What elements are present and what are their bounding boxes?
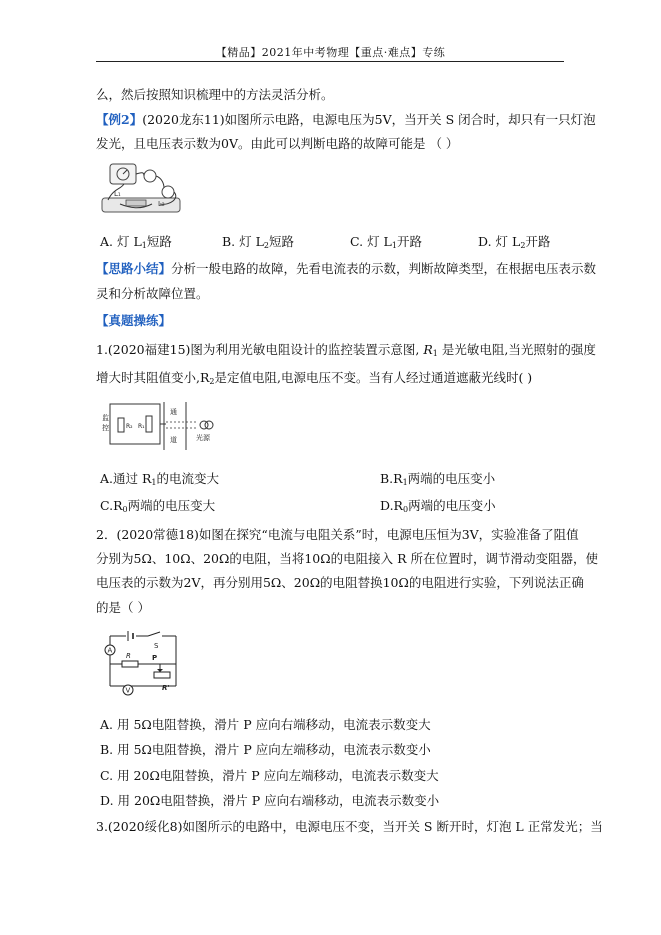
example-2-option-b: B. 灯 $L_2$短路 bbox=[222, 234, 295, 250]
question-2-option-b: B. 用 5Ω电阻替换，滑片 P 应向左端移动，电流表示数变小 bbox=[100, 742, 431, 757]
photoresistor-r1-icon bbox=[146, 416, 152, 432]
question-1-option-b: $B.R_1$两端的电压变小 bbox=[380, 471, 496, 487]
practice-heading: 【真题操练】 bbox=[96, 313, 172, 328]
question-1-line-2: 增大时其阻值变小$,R_2$是定值电阻,电源电压不变。当有人经过通道遮蔽光线时( ) bbox=[96, 370, 533, 386]
question-1-figure bbox=[100, 398, 225, 456]
bulb-2-label: L₂ bbox=[158, 200, 165, 208]
question-1-line-1: 1.(2020福建15)图为利用光敏电阻设计的监控装置示意图, $R_1$ 是光敏电阻,当光照射的强度 bbox=[96, 342, 596, 358]
page-header: 【精品】2021年中考物理【重点·难点】专练 bbox=[215, 46, 446, 59]
question-2-line-4: 的是（ ） bbox=[96, 600, 150, 615]
question-2-figure bbox=[100, 628, 186, 700]
example-2-line bbox=[96, 112, 596, 128]
question-2-line-1: 2．(2020常德18)如图在探究“电流与电阻关系”时，电源电压恒为3V，实验准备了阻值 bbox=[96, 527, 579, 542]
header-rule bbox=[96, 61, 564, 62]
rheostat-label: R' bbox=[162, 684, 170, 692]
question-2-option-a: A. 用 5Ω电阻替换，滑片 P 应向右端移动，电流表示数变大 bbox=[100, 717, 431, 732]
question-1-option-d: $D.R_0$两端的电压变小 bbox=[380, 498, 496, 514]
light-source-label: 光源 bbox=[196, 434, 210, 442]
question-2-line-3: 电压表的示数为2V，再分别用5Ω、20Ω的电阻替换10Ω的电阻进行实验，下列说法正确 bbox=[96, 575, 584, 590]
summary-tag: 【思路小结】 bbox=[96, 261, 172, 276]
example-2-line-2: 发光，且电压表示数为0V。由此可以判断电路的故障可能是 （ ） bbox=[96, 136, 459, 151]
voltmeter-label: V bbox=[125, 686, 131, 695]
monitor-label-1: 监 bbox=[102, 414, 109, 422]
summary-text: 分析一般电路的故障，先看电流表的示数，判断故障类型，在根据电压表示数 bbox=[171, 261, 597, 276]
question-2-option-d: D. 用 20Ω电阻替换，滑片 P 应向右端移动，电流表示数变小 bbox=[100, 793, 440, 808]
bulb-1-label: L₁ bbox=[114, 190, 121, 198]
channel-label-1: 通 bbox=[170, 408, 177, 416]
question-3-line-1: 3.(2020绥化8)如图所示的电路中，电源电压不变，当开关 S 断开时，灯泡 L 正常发光；当 bbox=[96, 819, 603, 834]
rheostat-icon bbox=[154, 672, 170, 678]
example-2-option-a: A. 灯 $L_1$短路 bbox=[100, 234, 172, 250]
r2-label: R₂ bbox=[126, 423, 133, 430]
bulb-icon bbox=[144, 170, 156, 182]
question-1-option-c: $C.R_0$两端的电压变大 bbox=[100, 498, 216, 514]
switch-icon bbox=[126, 200, 146, 206]
monitor-label-2: 控 bbox=[102, 424, 109, 432]
switch-label: S bbox=[154, 642, 159, 650]
resistor-r2-icon bbox=[118, 418, 124, 432]
question-2-option-c: C. 用 20Ω电阻替换，滑片 P 应向左端移动，电流表示数变大 bbox=[100, 768, 439, 783]
example-2-tag: 【例2】 bbox=[96, 112, 143, 127]
slider-label: P bbox=[152, 654, 158, 662]
example-2-figure bbox=[100, 158, 182, 220]
text-line-1: 么，然后按照知识梳理中的方法灵活分析。 bbox=[96, 87, 334, 102]
summary-line-2: 灵和分析故障位置。 bbox=[96, 286, 209, 301]
r1-symbol: R bbox=[423, 342, 433, 357]
resistor-icon bbox=[122, 661, 138, 667]
example-2-option-c: C. 灯 $L_1$开路 bbox=[350, 234, 422, 250]
resistor-label: R bbox=[126, 652, 131, 660]
example-2-option-d: D. 灯 $L_2$开路 bbox=[478, 234, 551, 250]
r1-label: R₁ bbox=[138, 423, 145, 430]
question-1-option-a: A.通过 $R_1$的电流变大 bbox=[100, 471, 219, 487]
channel-label-2: 道 bbox=[170, 436, 177, 444]
ammeter-label: A bbox=[107, 646, 113, 655]
question-2-line-2: 分别为5Ω、10Ω、20Ω的电阻，当将10Ω的电阻接入 R 所在位置时，调节滑动变阻器，使 bbox=[96, 551, 598, 566]
example-2-text: (2020龙东11)如图所示电路，电源电压为5V，当开关 S 闭合时，却只有一只灯泡 bbox=[142, 112, 596, 127]
summary-line bbox=[96, 261, 596, 277]
